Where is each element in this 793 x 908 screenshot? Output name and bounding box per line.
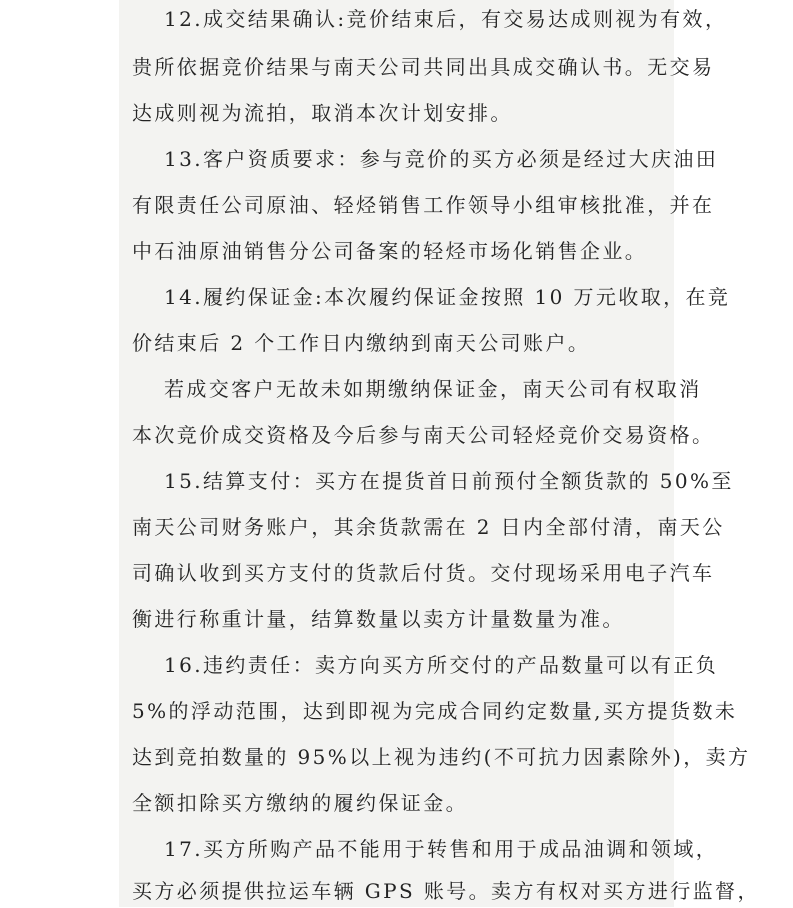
paragraph-13-line-3: 中石油原油销售分公司备案的轻烃市场化销售企业。 bbox=[132, 239, 648, 263]
paragraph-16-line-4: 全额扣除买方缴纳的履约保证金。 bbox=[132, 791, 468, 815]
paragraph-17-line-1: 17.买方所购产品不能用于转售和用于成品油调和领域， bbox=[164, 837, 719, 861]
paragraph-14-line-1: 14.履约保证金:本次履约保证金按照 10 万元收取，在竞 bbox=[164, 285, 731, 309]
paragraph-13-line-2: 有限责任公司原油、轻烃销售工作领导小组审核批准，并在 bbox=[132, 193, 715, 217]
paragraph-15-line-1: 15.结算支付：买方在提货首日前预付全额货款的 50%至 bbox=[164, 469, 734, 493]
document-page bbox=[119, 0, 760, 907]
paragraph-14b-line-2: 本次竞价成交资格及今后参与南天公司轻烃竞价交易资格。 bbox=[132, 423, 715, 447]
paragraph-16-line-3: 达到竞拍数量的 95%以上视为违约(不可抗力因素除外)，卖方 bbox=[132, 745, 751, 769]
paragraph-15-line-2: 南天公司财务账户，其余货款需在 2 日内全部付清，南天公 bbox=[132, 515, 725, 539]
paragraph-16-line-1: 16.违约责任：卖方向买方所交付的产品数量可以有正负 bbox=[164, 653, 719, 677]
paragraph-13-line-1: 13.客户资质要求：参与竞价的买方必须是经过大庆油田 bbox=[164, 147, 719, 171]
paragraph-12-line-3: 达成则视为流拍，取消本次计划安排。 bbox=[132, 101, 513, 125]
document-text bbox=[119, 0, 760, 907]
paragraph-16-line-2: 5%的浮动范围，达到即视为完成合同约定数量,买方提货数未 bbox=[132, 699, 738, 723]
paragraph-15-line-4: 衡进行称重计量，结算数量以卖方计量数量为准。 bbox=[132, 607, 625, 631]
paragraph-17-line-2: 买方必须提供拉运车辆 GPS 账号。卖方有权对买方进行监督， bbox=[132, 879, 760, 903]
paragraph-15-line-3: 司确认收到买方支付的货款后付货。交付现场采用电子汽车 bbox=[132, 561, 715, 585]
paragraph-12-line-1: 12.成交结果确认:竞价结束后，有交易达成则视为有效， bbox=[164, 7, 728, 31]
paragraph-12-line-2: 贵所依据竞价结果与南天公司共同出具成交确认书。无交易 bbox=[132, 55, 715, 79]
paragraph-14-line-2: 价结束后 2 个工作日内缴纳到南天公司账户。 bbox=[132, 331, 591, 355]
paragraph-14b-line-1: 若成交客户无故未如期缴纳保证金，南天公司有权取消 bbox=[164, 377, 702, 401]
